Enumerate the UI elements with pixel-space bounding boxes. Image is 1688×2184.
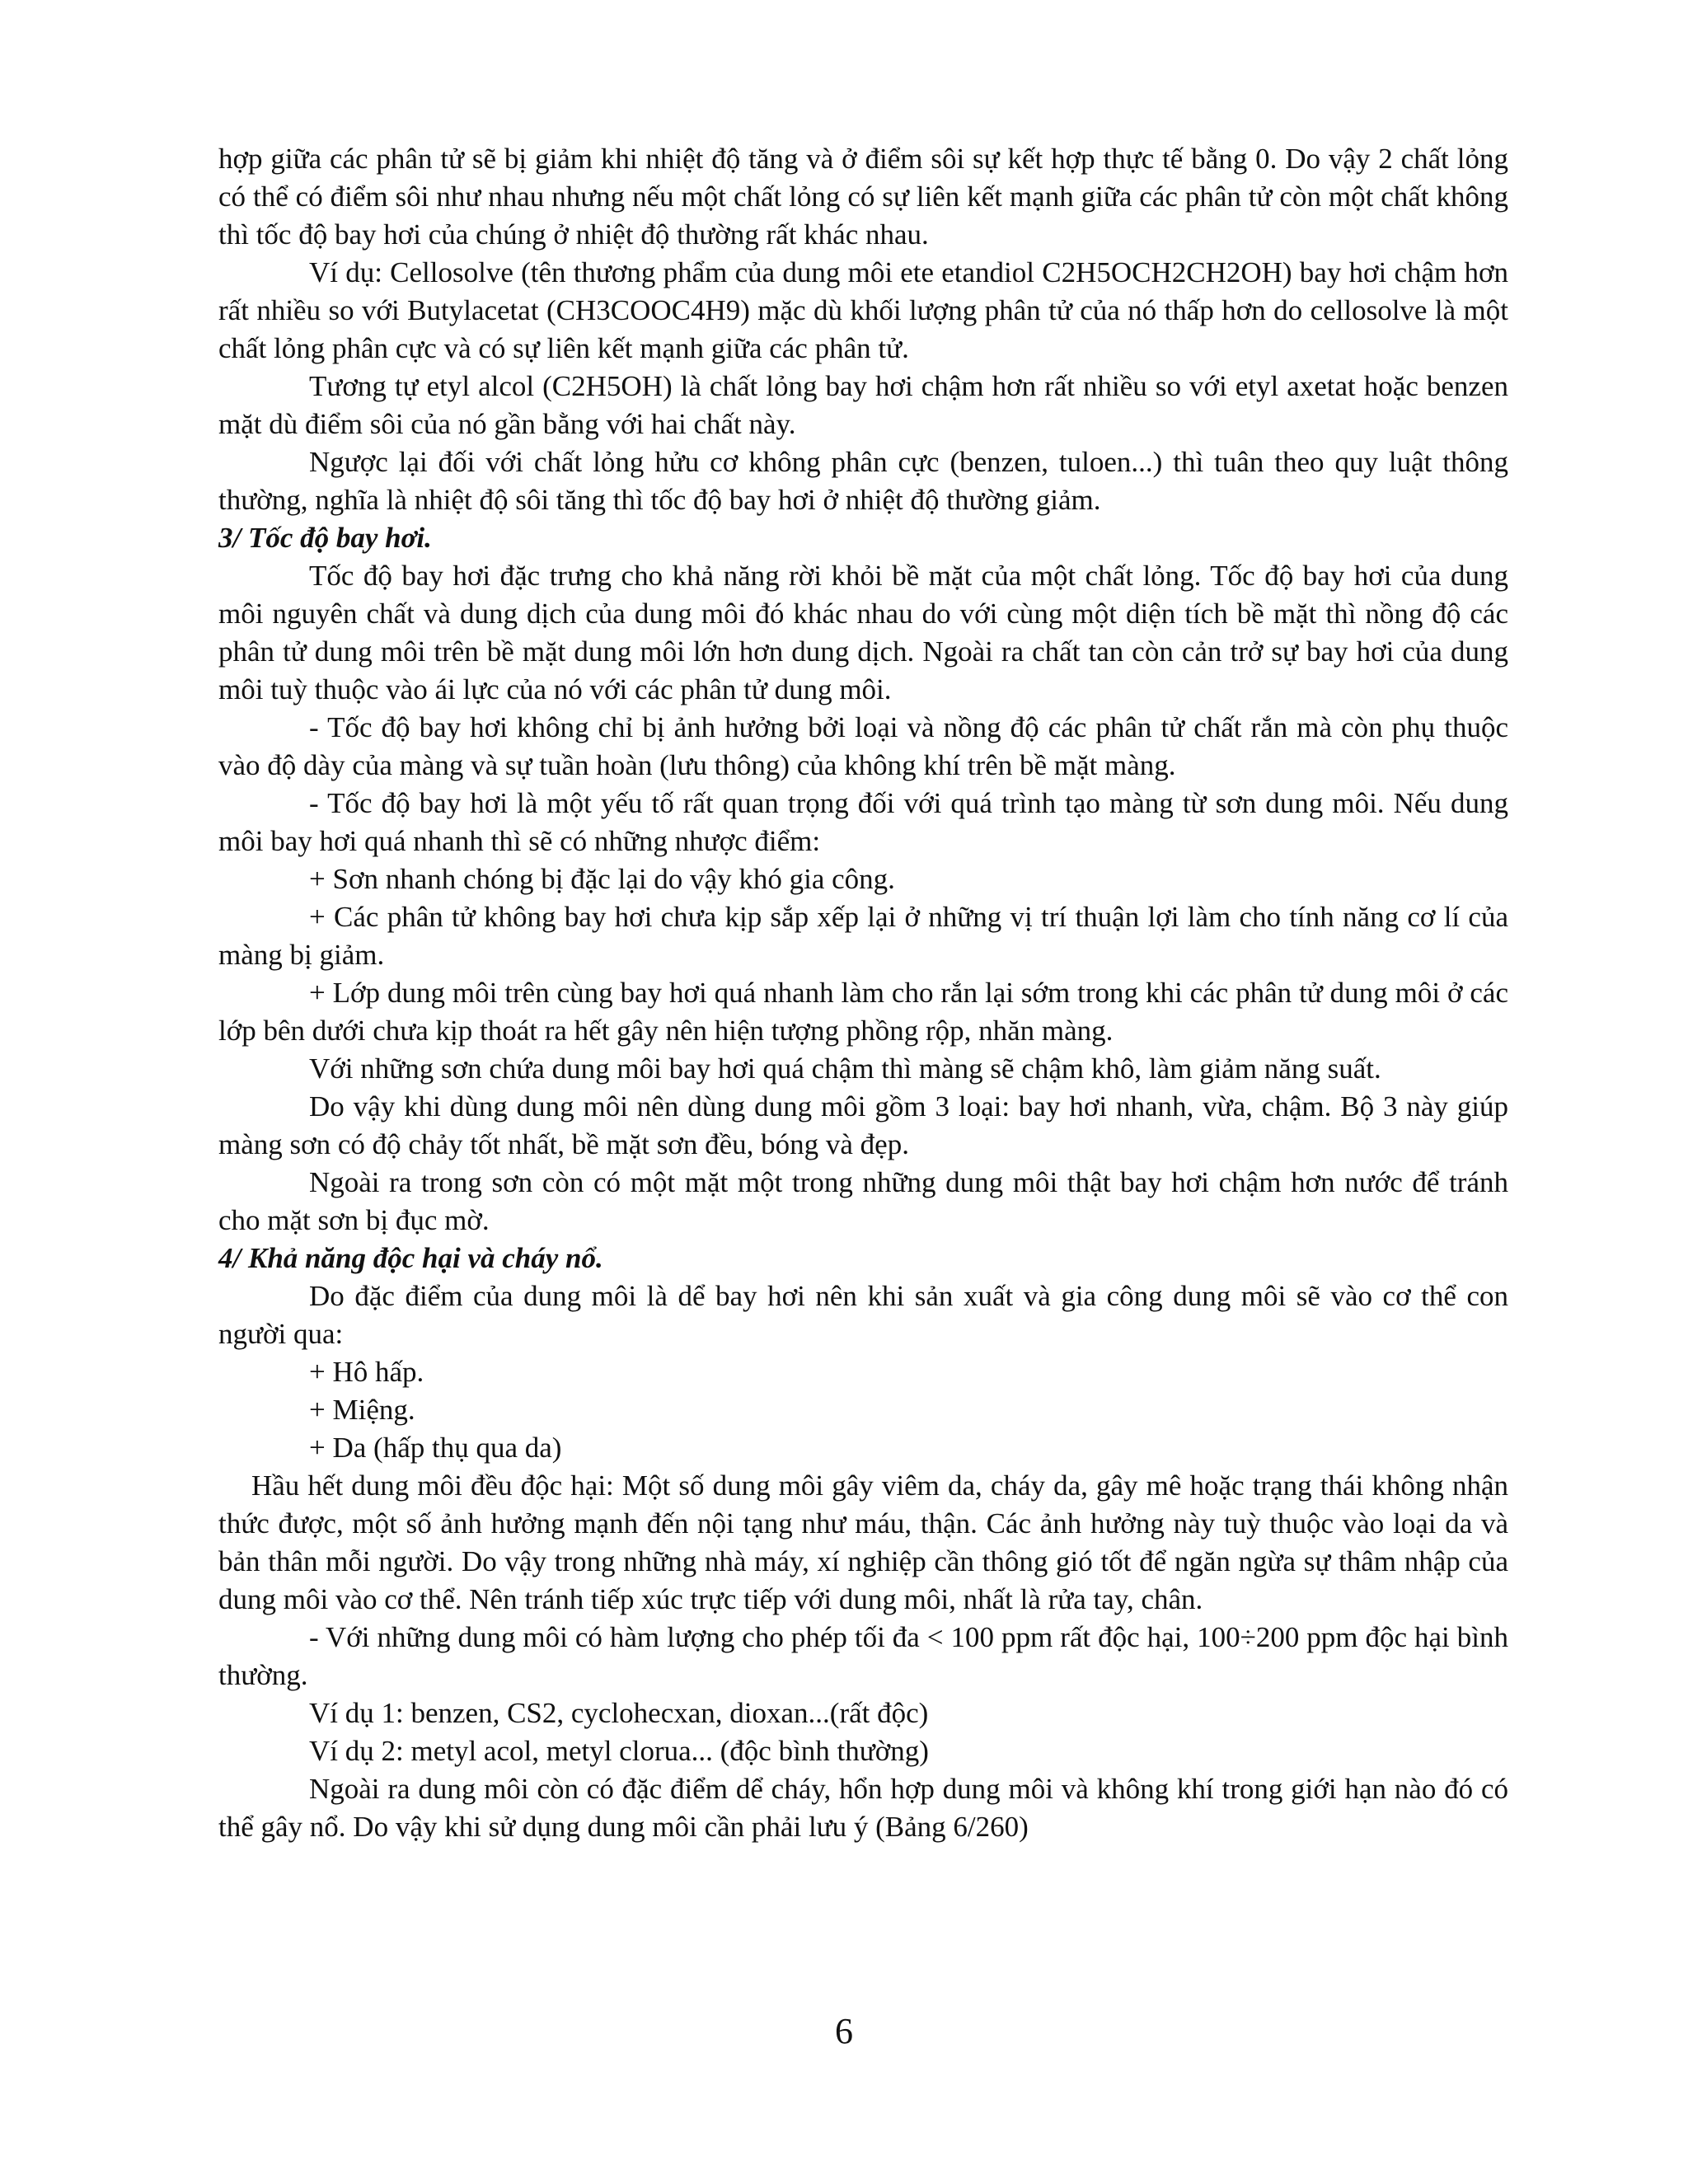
paragraph: Hầu hết dung môi đều độc hại: Một số dung môi gây viêm da, cháy da, gây mê hoặc trạng thái không nhận thức được, một số ảnh hưởng mạnh đến nội tạng như máu, thận. Các ảnh hưởng này tuỳ thuộc vào loại da và bản thân mỗi người. Do vậy trong những nhà máy, xí nghiệp cần thông gió tốt để ngăn ngừa sự thâm nhập của dung môi vào cơ thể. Nên tránh tiếp xúc trực tiếp với dung môi, nhất là rửa tay, chân. <box>218 1469 1508 1615</box>
paragraph: - Tốc độ bay hơi không chỉ bị ảnh hưởng bởi loại và nồng độ các phân tử chất rắn mà còn phụ thuộc vào độ dày của màng và sự tuần hoàn (lưu thông) của không khí trên bề mặt màng. <box>218 711 1508 781</box>
list-item: + Da (hấp thụ qua da) <box>309 1432 562 1464</box>
page-number: 6 <box>835 2011 853 2051</box>
paragraph: Do vậy khi dùng dung môi nên dùng dung môi gồm 3 loại: bay hơi nhanh, vừa, chậm. Bộ 3 này giúp màng sơn có độ chảy tốt nhất, bề mặt sơn đều, bóng và đẹp. <box>218 1090 1508 1160</box>
list-item: + Miệng. <box>309 1394 415 1426</box>
paragraph: Với những sơn chứa dung môi bay hơi quá chậm thì màng sẽ chậm khô, làm giảm năng suất. <box>309 1052 1381 1085</box>
section-heading: 3/ Tốc độ bay hơi. <box>218 522 432 554</box>
paragraph: - Với những dung môi có hàm lượng cho phép tối đa < 100 ppm rất độc hại, 100÷200 ppm độc hại bình thường. <box>218 1621 1508 1691</box>
section-heading: 4/ Khả năng độc hại và cháy nổ. <box>218 1242 603 1274</box>
paragraph: Do đặc điểm của dung môi là dể bay hơi nên khi sản xuất và gia công dung môi sẽ vào cơ thể con người qua: <box>218 1280 1508 1350</box>
paragraph: Tốc độ bay hơi đặc trưng cho khả năng rời khỏi bề mặt của một chất lỏng. Tốc độ bay hơi của dung môi nguyên chất và dung dịch của dung môi đó khác nhau do với cùng một diện tích bề mặt thì nồng độ các phân tử dung môi trên bề mặt dung môi lớn hơn dung dịch. Ngoài ra chất tan còn cản trở sự bay hơi của dung môi tuỳ thuộc vào ái lực của nó với các phân tử dung môi. <box>218 560 1508 705</box>
list-item: + Hô hấp. <box>309 1356 424 1388</box>
list-item: + Sơn nhanh chóng bị đặc lại do vậy khó gia công. <box>309 863 895 895</box>
example-line: Ví dụ 1: benzen, CS2, cyclohecxan, dioxan...(rất độc) <box>309 1697 929 1729</box>
list-item: + Các phân tử không bay hơi chưa kịp sắp xếp lại ở những vị trí thuận lợi làm cho tính năng cơ lí của màng bị giảm. <box>218 901 1508 971</box>
document-body <box>218 140 1508 1846</box>
paragraph: - Tốc độ bay hơi là một yếu tố rất quan trọng đối với quá trình tạo màng từ sơn dung môi. Nếu dung môi bay hơi quá nhanh thì sẽ có những nhược điểm: <box>218 787 1508 857</box>
paragraph: Tương tự etyl alcol (C2H5OH) là chất lỏng bay hơi chậm hơn rất nhiều so với etyl axetat hoặc benzen mặt dù điểm sôi của nó gần bằng với hai chất này. <box>218 370 1508 440</box>
example-line: Ví dụ 2: metyl acol, metyl clorua... (độc bình thường) <box>309 1735 929 1767</box>
paragraph: hợp giữa các phân tử sẽ bị giảm khi nhiệt độ tăng và ở điểm sôi sự kết hợp thực tế bằng 0. Do vậy 2 chất lỏng có thể có điểm sôi như nhau nhưng nếu một chất lỏng có sự liên kết mạnh giữa các phân tử còn một chất không thì tốc độ bay hơi của chúng ở nhiệt độ thường rất khác nhau. <box>218 143 1508 251</box>
list-item: + Lớp dung môi trên cùng bay hơi quá nhanh làm cho rắn lại sớm trong khi các phân tử dung môi ở các lớp bên dưới chưa kịp thoát ra hết gây nên hiện tượng phồng rộp, nhăn màng. <box>218 977 1508 1047</box>
paragraph: Ngược lại đối với chất lỏng hửu cơ không phân cực (benzen, tuloen...) thì tuân theo quy luật thông thường, nghĩa là nhiệt độ sôi tăng thì tốc độ bay hơi ở nhiệt độ thường giảm. <box>218 446 1508 516</box>
paragraph: Ngoài ra dung môi còn có đặc điểm dể cháy, hổn hợp dung môi và không khí trong giới hạn nào đó có thể gây nổ. Do vậy khi sử dụng dung môi cần phải lưu ý (Bảng 6/260) <box>218 1773 1508 1843</box>
paragraph: Ngoài ra trong sơn còn có một mặt một trong những dung môi thật bay hơi chậm hơn nước để tránh cho mặt sơn bị đục mờ. <box>218 1166 1508 1236</box>
paragraph: Ví dụ: Cellosolve (tên thương phẩm của dung môi ete etandiol C2H5OCH2CH2OH) bay hơi chậm hơn rất nhiều so với Butylacetat (CH3COOC4H9) mặc dù khối lượng phân tử của nó thấp hơn do cellosolve là một chất lỏng phân cực và có sự liên kết mạnh giữa các phân tử. <box>218 256 1508 364</box>
